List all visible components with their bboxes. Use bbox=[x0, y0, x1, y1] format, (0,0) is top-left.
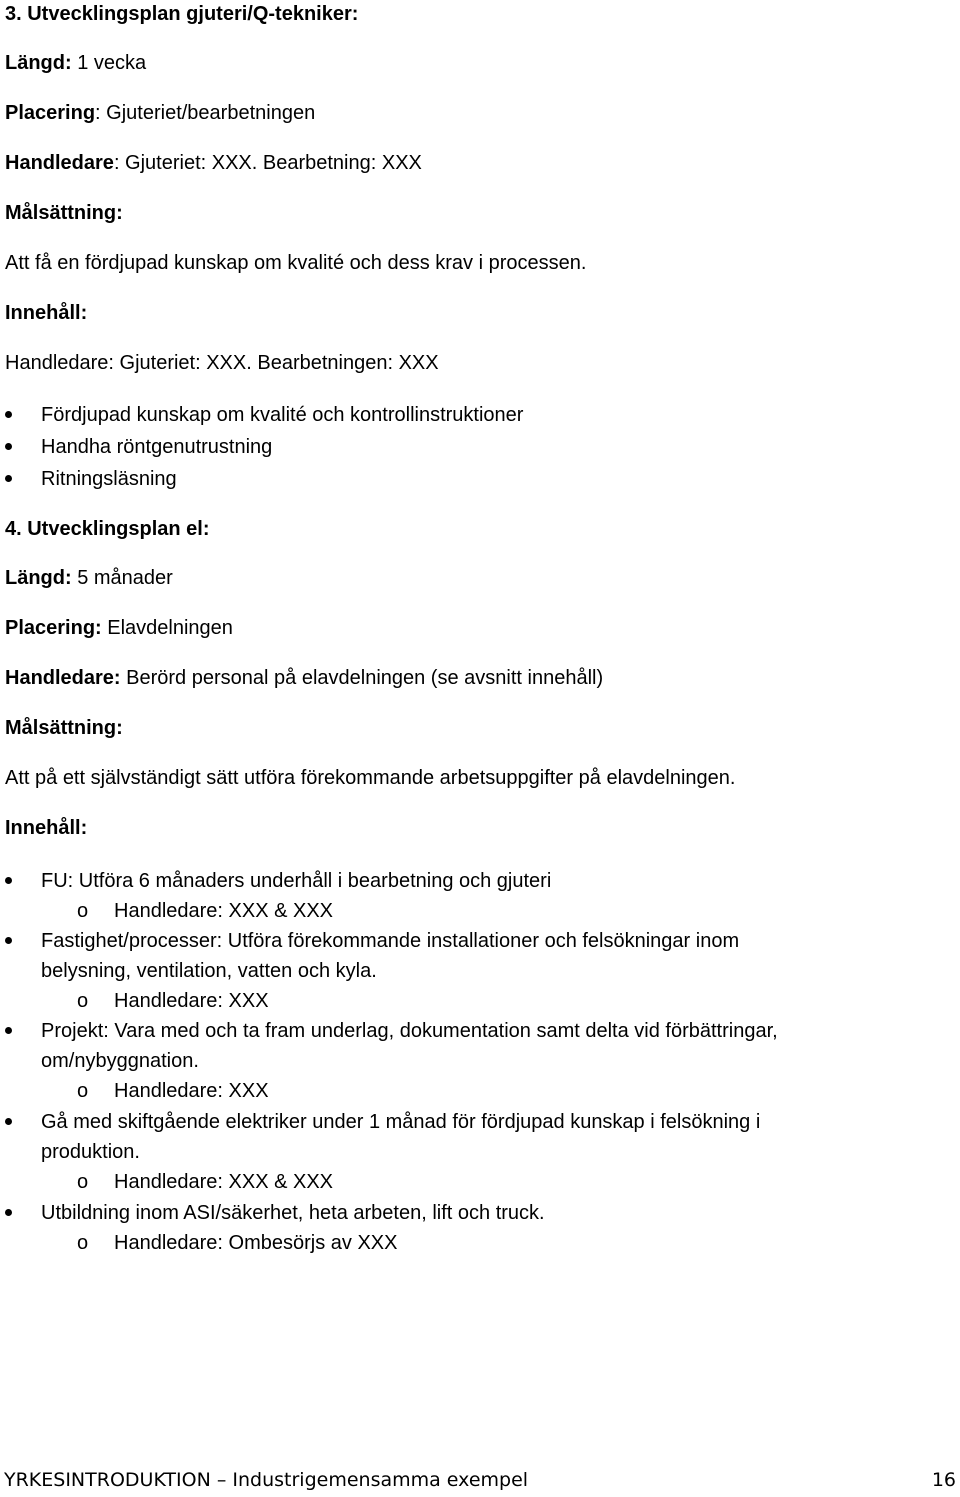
section-4-goal-label: Målsättning: bbox=[5, 717, 123, 739]
section-3-goal-label: Målsättning: bbox=[5, 202, 123, 224]
section-3-heading: 3. Utvecklingsplan gjuteri/Q-tekniker: bbox=[5, 3, 359, 25]
section-3-goal-text: Att få en fördjupad kunskap om kvalité och dess krav i processen. bbox=[5, 252, 587, 274]
section-4-supervisor bbox=[5, 666, 603, 690]
bullet-icon bbox=[5, 443, 12, 450]
section-4-length bbox=[5, 566, 173, 590]
supervisor-value: : Gjuteriet: XXX. Bearbetning: XXX bbox=[113, 152, 422, 174]
footer-title bbox=[4, 1469, 528, 1491]
bullet-icon bbox=[5, 1209, 12, 1216]
list-item-continuation: om/nybyggnation. bbox=[41, 1050, 199, 1072]
sub-list-item: Handledare: XXX & XXX bbox=[114, 1171, 334, 1193]
placement-value: Elavdelningen bbox=[101, 617, 233, 639]
placement-label: Placering: bbox=[5, 617, 102, 639]
footer-title-bold: YRKESINTRODUKTION bbox=[4, 1469, 211, 1491]
sub-bullet-icon: o bbox=[77, 1232, 89, 1254]
supervisor-label: Handledare: bbox=[5, 667, 121, 689]
list-item: FU: Utföra 6 månaders underhåll i bearbetning och gjuteri bbox=[41, 870, 552, 892]
footer-title-rest: – Industrigemensamma exempel bbox=[210, 1469, 529, 1491]
list-item: Utbildning inom ASI/säkerhet, heta arbeten, lift och truck. bbox=[41, 1202, 545, 1224]
section-3-length bbox=[5, 51, 146, 75]
bullet-icon bbox=[5, 475, 12, 482]
bullet-icon bbox=[5, 877, 12, 884]
section-3-placement bbox=[5, 101, 315, 125]
section-4-placement bbox=[5, 616, 233, 640]
supervisor-label: Handledare bbox=[5, 152, 114, 174]
list-item-continuation: belysning, ventilation, vatten och kyla. bbox=[41, 960, 377, 982]
list-item: Handha röntgenutrustning bbox=[41, 436, 273, 458]
list-item: Gå med skiftgående elektriker under 1 månad för fördjupad kunskap i felsökning i bbox=[41, 1111, 761, 1133]
bullet-icon bbox=[5, 1118, 12, 1125]
length-label: Längd: bbox=[5, 52, 72, 74]
sub-bullet-icon: o bbox=[77, 900, 89, 922]
sub-bullet-icon: o bbox=[77, 1171, 89, 1193]
section-4-heading: 4. Utvecklingsplan el: bbox=[5, 518, 210, 540]
bullet-icon bbox=[5, 1027, 12, 1034]
length-value: 5 månader bbox=[71, 567, 173, 589]
list-item: Ritningsläsning bbox=[41, 468, 177, 490]
sub-list-item: Handledare: XXX & XXX bbox=[114, 900, 334, 922]
placement-value: : Gjuteriet/bearbetningen bbox=[95, 102, 316, 124]
section-3-content-label: Innehåll: bbox=[5, 302, 88, 324]
sub-bullet-icon: o bbox=[77, 990, 89, 1012]
section-3-supervisor bbox=[5, 151, 422, 175]
page-number: 16 bbox=[931, 1469, 956, 1491]
supervisor-value: Berörd personal på elavdelningen (se avsnitt innehåll) bbox=[120, 667, 604, 689]
list-item: Fördjupad kunskap om kvalité och kontrollinstruktioner bbox=[41, 404, 524, 426]
section-3-content-intro: Handledare: Gjuteriet: XXX. Bearbetningen: XXX bbox=[5, 352, 439, 374]
page-footer bbox=[4, 1469, 956, 1495]
list-item: Fastighet/processer: Utföra förekommande installationer och felsökningar inom bbox=[41, 930, 740, 952]
sub-list-item: Handledare: Ombesörjs av XXX bbox=[114, 1232, 398, 1254]
sub-bullet-icon: o bbox=[77, 1080, 89, 1102]
bullet-icon bbox=[5, 937, 12, 944]
sub-list-item: Handledare: XXX bbox=[114, 990, 269, 1012]
sub-list-item: Handledare: XXX bbox=[114, 1080, 269, 1102]
list-item-continuation: produktion. bbox=[41, 1141, 140, 1163]
section-4-content-label: Innehåll: bbox=[5, 817, 88, 839]
bullet-icon bbox=[5, 411, 12, 418]
length-label: Längd: bbox=[5, 567, 72, 589]
section-4-goal-text: Att på ett självständigt sätt utföra förekommande arbetsuppgifter på elavdelningen. bbox=[5, 767, 736, 789]
placement-label: Placering bbox=[5, 102, 96, 124]
length-value: 1 vecka bbox=[71, 52, 147, 74]
list-item: Projekt: Vara med och ta fram underlag, dokumentation samt delta vid förbättringar, bbox=[41, 1020, 778, 1042]
